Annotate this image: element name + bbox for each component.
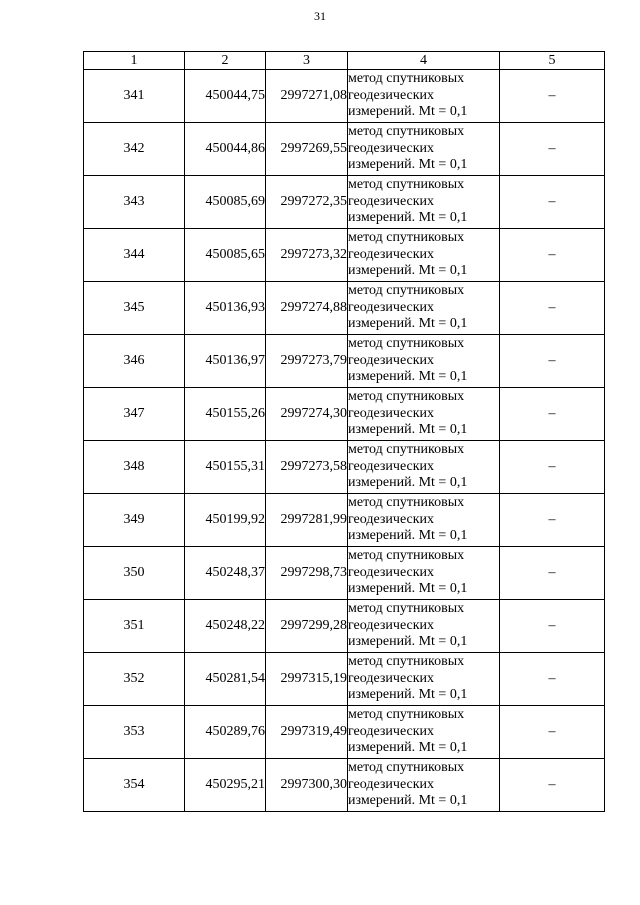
method-line: геодезических	[348, 776, 435, 792]
method-line: метод спутниковых	[348, 494, 465, 510]
method-line: геодезических	[348, 405, 435, 421]
method-cell	[348, 653, 500, 706]
method-line: метод спутниковых	[348, 600, 465, 616]
method-line: геодезических	[348, 352, 435, 368]
point-number-cell: 347	[84, 388, 185, 441]
x-coordinate-cell: 450085,69	[185, 176, 266, 229]
method-line: геодезических	[348, 564, 435, 580]
method-line: метод спутниковых	[348, 335, 465, 351]
method-line: измерений. Mt = 0,1	[348, 157, 468, 173]
table-row	[84, 706, 605, 759]
y-coordinate-cell: 2997299,28	[266, 600, 348, 653]
x-coordinate-cell: 450136,97	[185, 335, 266, 388]
method-line: измерений. Mt = 0,1	[348, 687, 468, 703]
x-coordinate-cell: 450085,65	[185, 229, 266, 282]
column-5-cell: –	[500, 70, 605, 123]
y-coordinate-cell: 2997273,32	[266, 229, 348, 282]
x-coordinate-cell: 450248,22	[185, 600, 266, 653]
y-coordinate-cell: 2997273,79	[266, 335, 348, 388]
method-line: измерений. Mt = 0,1	[348, 740, 468, 756]
y-coordinate-cell: 2997319,49	[266, 706, 348, 759]
method-line: измерений. Mt = 0,1	[348, 475, 468, 491]
point-number-cell: 354	[84, 759, 185, 812]
method-cell	[348, 176, 500, 229]
method-line: измерений. Mt = 0,1	[348, 422, 468, 438]
column-5-cell: –	[500, 653, 605, 706]
y-coordinate-cell: 2997269,55	[266, 123, 348, 176]
method-line: метод спутниковых	[348, 229, 465, 245]
column-5-cell: –	[500, 282, 605, 335]
table-row	[84, 335, 605, 388]
method-cell	[348, 229, 500, 282]
point-number-cell: 342	[84, 123, 185, 176]
header-col-2: 2	[185, 52, 266, 70]
x-coordinate-cell: 450044,86	[185, 123, 266, 176]
method-line: измерений. Mt = 0,1	[348, 263, 468, 279]
method-line: измерений. Mt = 0,1	[348, 634, 468, 650]
column-5-cell: –	[500, 706, 605, 759]
method-line: измерений. Mt = 0,1	[348, 104, 468, 120]
point-number-cell: 353	[84, 706, 185, 759]
table-row	[84, 600, 605, 653]
method-line: геодезических	[348, 458, 435, 474]
coordinates-table	[83, 51, 605, 812]
point-number-cell: 349	[84, 494, 185, 547]
method-cell	[348, 600, 500, 653]
method-cell	[348, 388, 500, 441]
method-cell	[348, 494, 500, 547]
method-line: геодезических	[348, 723, 435, 739]
header-col-5: 5	[500, 52, 605, 70]
table-row	[84, 70, 605, 123]
table-row	[84, 282, 605, 335]
header-col-1: 1	[84, 52, 185, 70]
table-row	[84, 653, 605, 706]
column-5-cell: –	[500, 547, 605, 600]
method-line: измерений. Mt = 0,1	[348, 369, 468, 385]
method-line: измерений. Mt = 0,1	[348, 793, 468, 809]
x-coordinate-cell: 450136,93	[185, 282, 266, 335]
column-5-cell: –	[500, 335, 605, 388]
method-line: метод спутниковых	[348, 70, 465, 86]
y-coordinate-cell: 2997281,99	[266, 494, 348, 547]
method-line: метод спутниковых	[348, 706, 465, 722]
x-coordinate-cell: 450199,92	[185, 494, 266, 547]
method-line: метод спутниковых	[348, 441, 465, 457]
method-line: метод спутниковых	[348, 176, 465, 192]
method-line: метод спутниковых	[348, 653, 465, 669]
point-number-cell: 348	[84, 441, 185, 494]
method-line: геодезических	[348, 193, 435, 209]
point-number-cell: 344	[84, 229, 185, 282]
method-line: геодезических	[348, 617, 435, 633]
method-cell	[348, 282, 500, 335]
method-line: геодезических	[348, 670, 435, 686]
y-coordinate-cell: 2997300,30	[266, 759, 348, 812]
method-line: метод спутниковых	[348, 547, 465, 563]
table-row	[84, 547, 605, 600]
x-coordinate-cell: 450155,26	[185, 388, 266, 441]
table-row	[84, 388, 605, 441]
header-row	[84, 52, 605, 70]
y-coordinate-cell: 2997272,35	[266, 176, 348, 229]
column-5-cell: –	[500, 123, 605, 176]
point-number-cell: 341	[84, 70, 185, 123]
method-line: метод спутниковых	[348, 282, 465, 298]
table-row	[84, 229, 605, 282]
method-line: измерений. Mt = 0,1	[348, 528, 468, 544]
column-5-cell: –	[500, 441, 605, 494]
x-coordinate-cell: 450044,75	[185, 70, 266, 123]
point-number-cell: 351	[84, 600, 185, 653]
method-line: геодезических	[348, 511, 435, 527]
column-5-cell: –	[500, 176, 605, 229]
point-number-cell: 352	[84, 653, 185, 706]
method-cell	[348, 759, 500, 812]
y-coordinate-cell: 2997298,73	[266, 547, 348, 600]
method-line: измерений. Mt = 0,1	[348, 581, 468, 597]
method-line: геодезических	[348, 299, 435, 315]
point-number-cell: 345	[84, 282, 185, 335]
y-coordinate-cell: 2997274,88	[266, 282, 348, 335]
y-coordinate-cell: 2997274,30	[266, 388, 348, 441]
method-line: измерений. Mt = 0,1	[348, 316, 468, 332]
table-row	[84, 494, 605, 547]
y-coordinate-cell: 2997315,19	[266, 653, 348, 706]
method-line: метод спутниковых	[348, 123, 465, 139]
method-line: измерений. Mt = 0,1	[348, 210, 468, 226]
page-number: 31	[314, 9, 326, 23]
point-number-cell: 350	[84, 547, 185, 600]
table-row	[84, 176, 605, 229]
method-cell	[348, 335, 500, 388]
method-cell	[348, 706, 500, 759]
column-5-cell: –	[500, 229, 605, 282]
column-5-cell: –	[500, 600, 605, 653]
x-coordinate-cell: 450248,37	[185, 547, 266, 600]
column-5-cell: –	[500, 759, 605, 812]
x-coordinate-cell: 450289,76	[185, 706, 266, 759]
method-line: геодезических	[348, 246, 435, 262]
method-line: геодезических	[348, 87, 435, 103]
y-coordinate-cell: 2997271,08	[266, 70, 348, 123]
column-5-cell: –	[500, 494, 605, 547]
table-body	[84, 70, 605, 812]
method-line: геодезических	[348, 140, 435, 156]
table-row	[84, 123, 605, 176]
x-coordinate-cell: 450281,54	[185, 653, 266, 706]
method-cell	[348, 441, 500, 494]
x-coordinate-cell: 450295,21	[185, 759, 266, 812]
method-cell	[348, 547, 500, 600]
point-number-cell: 346	[84, 335, 185, 388]
method-cell	[348, 70, 500, 123]
point-number-cell: 343	[84, 176, 185, 229]
method-line: метод спутниковых	[348, 759, 465, 775]
column-5-cell: –	[500, 388, 605, 441]
table-row	[84, 441, 605, 494]
y-coordinate-cell: 2997273,58	[266, 441, 348, 494]
x-coordinate-cell: 450155,31	[185, 441, 266, 494]
header-col-4: 4	[348, 52, 500, 70]
header-col-3: 3	[266, 52, 348, 70]
method-line: метод спутниковых	[348, 388, 465, 404]
method-cell	[348, 123, 500, 176]
table-row	[84, 759, 605, 812]
